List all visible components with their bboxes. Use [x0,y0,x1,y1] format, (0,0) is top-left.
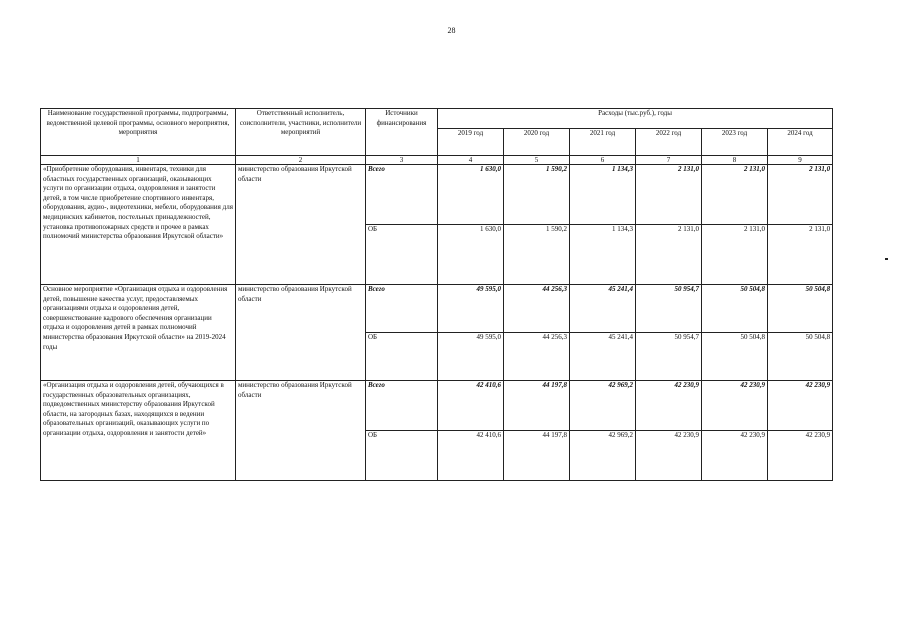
source-ob: ОБ [366,225,438,285]
budget-table [40,108,833,481]
amount-ob: 50 504,8 [702,333,768,381]
amount-total: 45 241,4 [570,285,636,333]
amount-total: 42 230,9 [702,381,768,431]
header-year: 2020 год [504,129,570,156]
amount-total: 44 256,3 [504,285,570,333]
amount-ob: 1 134,3 [570,225,636,285]
activity-name: «Организация отдыха и оздоровления детей, обучающихся в государственных образовательных организациях, подведомственных министерству образования Иркутской области, на загородных базах, находящихся в ведении образовательных организаций, оказывающих услуги по организации отдыха, оздоровления и занятости детей» [41,381,236,481]
executor: министерство образования Иркутской области [236,381,366,481]
source-ob: ОБ [366,333,438,381]
header-expenses: Расходы (тыс.руб.), годы [438,109,833,129]
table-row [41,165,833,225]
column-number-row [41,156,833,165]
amount-total: 42 410,6 [438,381,504,431]
margin-mark [885,258,888,260]
amount-ob: 44 197,8 [504,431,570,481]
column-number: 4 [438,156,504,165]
amount-ob: 50 954,7 [636,333,702,381]
source-total: Всего [366,381,438,431]
amount-ob: 2 131,0 [702,225,768,285]
amount-total: 42 230,9 [636,381,702,431]
amount-ob: 1 630,0 [438,225,504,285]
amount-total: 49 595,0 [438,285,504,333]
amount-total: 2 131,0 [636,165,702,225]
amount-ob: 1 590,2 [504,225,570,285]
header-year: 2024 год [768,129,833,156]
header-year: 2023 год [702,129,768,156]
header-name: Наименование государственной программы, подпрограммы, ведомственной целевой программы, основного мероприятия, мероприятия [41,109,236,156]
amount-ob: 42 230,9 [636,431,702,481]
amount-ob: 44 256,3 [504,333,570,381]
column-number: 8 [702,156,768,165]
header-year: 2019 год [438,129,504,156]
source-total: Всего [366,285,438,333]
amount-total: 42 969,2 [570,381,636,431]
column-number: 7 [636,156,702,165]
executor: министерство образования Иркутской области [236,165,366,285]
source-total: Всего [366,165,438,225]
amount-ob: 50 504,8 [768,333,833,381]
amount-total: 50 954,7 [636,285,702,333]
amount-ob: 42 969,2 [570,431,636,481]
amount-total: 50 504,8 [702,285,768,333]
amount-ob: 49 595,0 [438,333,504,381]
table-row [41,381,833,431]
header-sources: Источники финансирования [366,109,438,156]
amount-ob: 45 241,4 [570,333,636,381]
table-row [41,285,833,333]
amount-ob: 42 410,6 [438,431,504,481]
amount-total: 2 131,0 [702,165,768,225]
amount-total: 1 134,3 [570,165,636,225]
header-year: 2021 год [570,129,636,156]
column-number: 6 [570,156,636,165]
column-number: 1 [41,156,236,165]
activity-name: Основное мероприятие «Организация отдыха и оздоровления детей, повышение качества услуг, предоставляемых организациями отдыха и оздоровления детей, совершенствование кадрового обеспечения организации отдыха и оздоровления детей в рамках полномочий министерства образования Иркутской области» на 2019-2024 годы [41,285,236,381]
header-year: 2022 год [636,129,702,156]
page-number: 28 [447,26,456,35]
amount-total: 2 131,0 [768,165,833,225]
amount-ob: 2 131,0 [768,225,833,285]
column-number: 5 [504,156,570,165]
amount-total: 50 504,8 [768,285,833,333]
amount-total: 42 230,9 [768,381,833,431]
column-number: 9 [768,156,833,165]
amount-total: 1 630,0 [438,165,504,225]
amount-total: 44 197,8 [504,381,570,431]
column-number: 2 [236,156,366,165]
amount-ob: 42 230,9 [768,431,833,481]
executor: министерство образования Иркутской области [236,285,366,381]
header-executor: Ответственный исполнитель, соисполнители, участники, исполнители мероприятий [236,109,366,156]
column-number: 3 [366,156,438,165]
source-ob: ОБ [366,431,438,481]
amount-ob: 42 230,9 [702,431,768,481]
amount-ob: 2 131,0 [636,225,702,285]
activity-name: «Приобретение оборудования, инвентаря, техники для областных государственных организаций, оказывающих услуги по организации отдыха, оздоровления и занятости детей, в том числе приобретение спортивного инвентаря, оборудования, аудио-, видеотехники, мебели, оборудования для медицинских кабинетов, постельных принадлежностей, установка противопожарных средств и прочее в рамках полномочий министерства образования Иркутской области» [41,165,236,285]
amount-total: 1 590,2 [504,165,570,225]
